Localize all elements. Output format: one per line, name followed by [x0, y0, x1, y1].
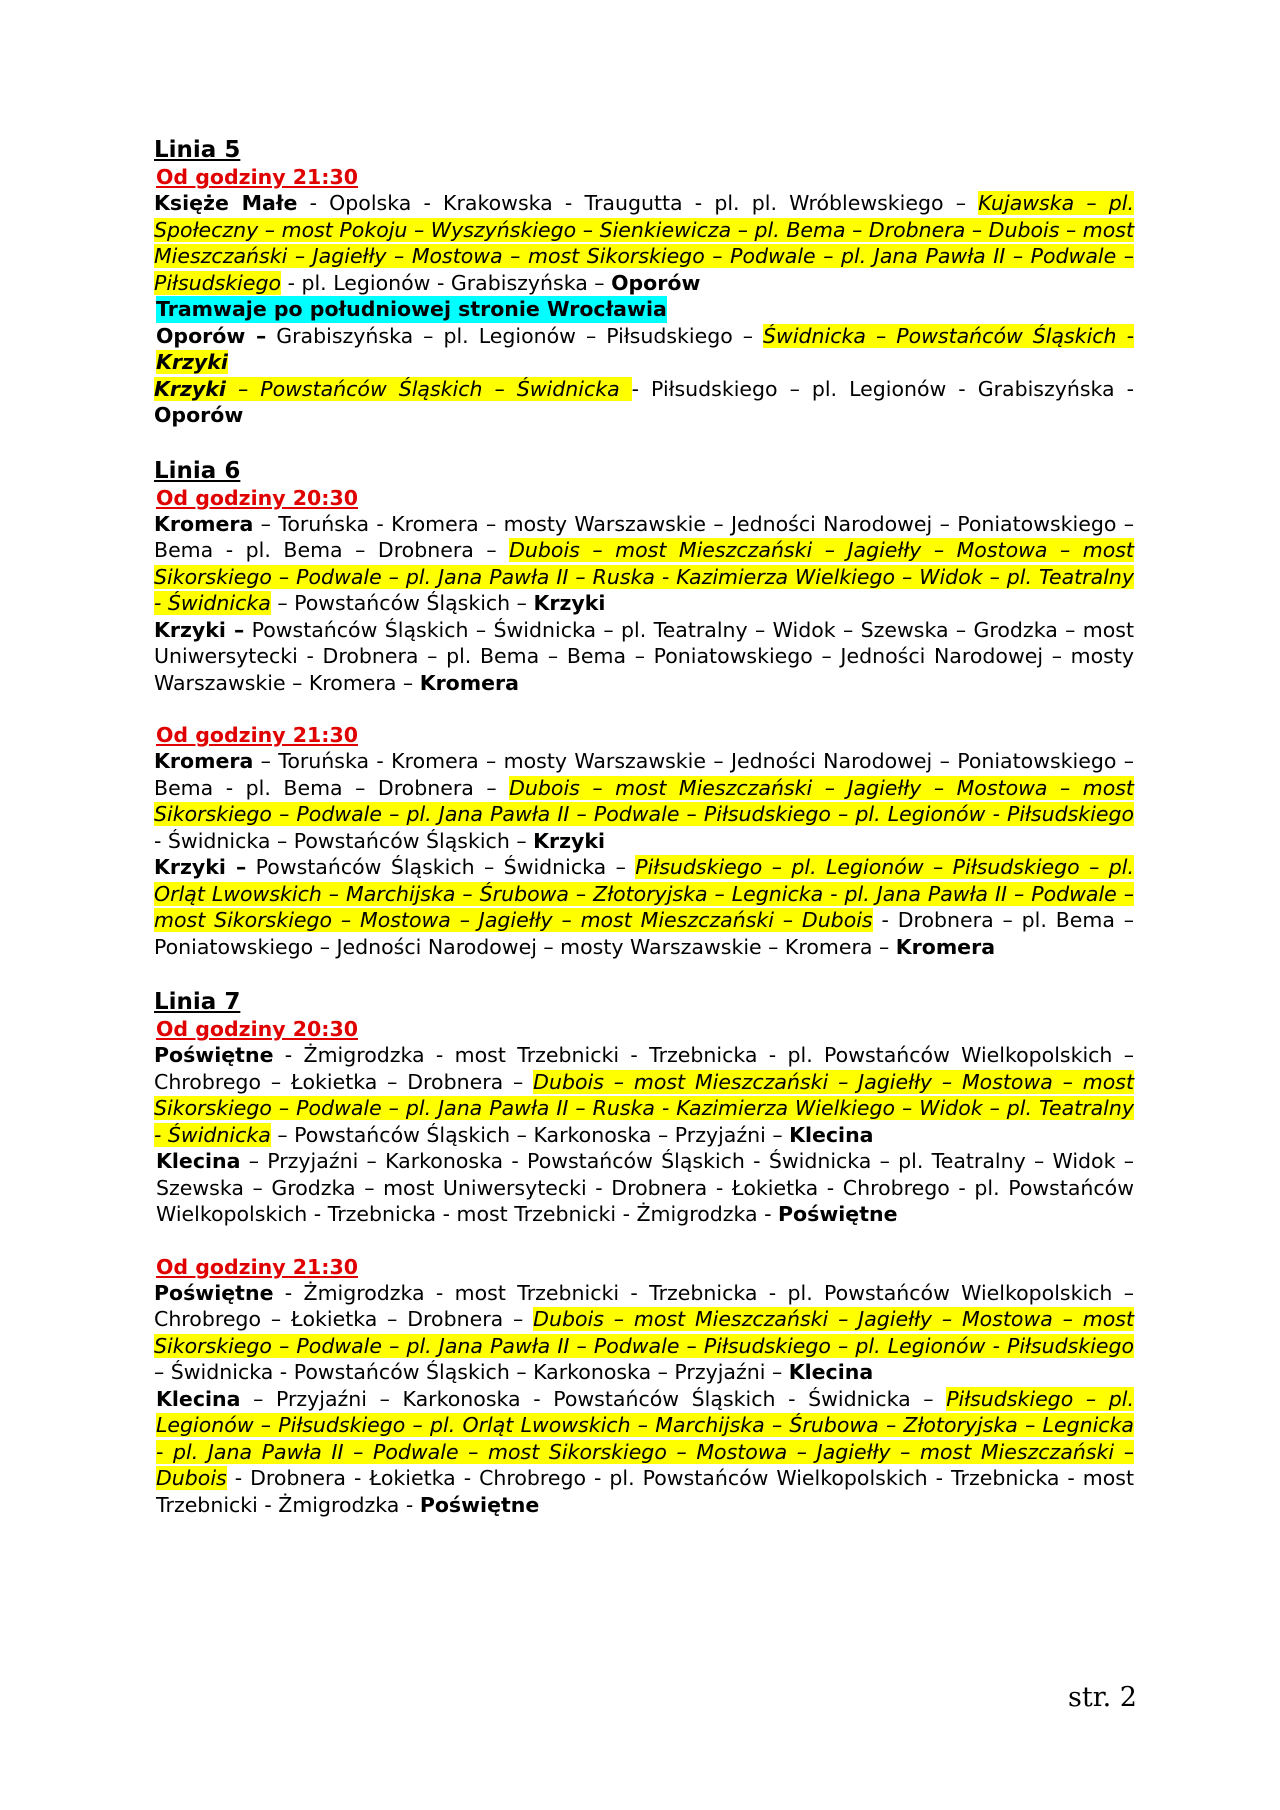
- terminus-stop: Poświętne: [778, 1202, 898, 1226]
- terminus-stop: Kromera: [419, 670, 519, 695]
- terminus-stop: Oporów: [611, 270, 701, 295]
- time-label: Od godziny 20:30: [156, 485, 358, 510]
- highlighted-route-segment: Dubois – most Mieszczański – Jagiełły – Mostowa – most Sikorskiego – Podwale – pl. Jana Pawła II – Podwale – Piłsudskiego – pl. Legionów - Piłsudskiego: [154, 1307, 1134, 1358]
- route-description: [154, 748, 1134, 854]
- time-label: Od godziny 21:30: [156, 723, 358, 747]
- route-description: [154, 617, 1134, 697]
- terminus-stop: Klecina: [789, 1122, 874, 1147]
- terminus-stop: Poświętne: [154, 1043, 274, 1067]
- terminus-stop: Poświętne: [154, 1280, 274, 1305]
- route-segment: – Przyjaźni – Karkonoska - Powstańców Śląskich - Świdnicka –: [240, 1386, 947, 1411]
- line-title: Linia 5: [154, 137, 241, 163]
- terminus-stop: Kromera: [154, 511, 254, 536]
- route-segment: Powstańców Śląskich – Świdnicka –: [246, 855, 636, 879]
- highlighted-route-segment: Świdnicka – Powstańców Śląskich -: [763, 323, 1134, 348]
- route-segment: - Żmigrodzka - most Trzebnicki - Trzebnicka - pl. Powstańców Wielkopolskich – Chrobrego – Łokietka – Drobnera –: [154, 1043, 1134, 1094]
- route-segment: - Piłsudskiego – pl. Legionów - Grabiszyńska -: [631, 376, 1134, 401]
- route-segment: – Powstańców Śląskich – Karkonoska – Przyjaźni –: [270, 1122, 790, 1147]
- terminus-stop: Księże Małe: [154, 191, 298, 215]
- document-content: [154, 136, 1134, 1518]
- highlighted-route-segment: – Powstańców Śląskich – Świdnicka: [225, 376, 632, 401]
- route-segment: Grabiszyńska – pl. Legionów – Piłsudskiego –: [266, 323, 764, 348]
- highlighted-route-segment: Dubois – most Mieszczański – Jagiełły – Mostowa – most Sikorskiego – Podwale – pl. Jana Pawła II – Ruska - Kazimierza Wielkiego – Widok – pl. Teatralny - Świdnicka: [154, 1069, 1134, 1147]
- subsection-spacer: [154, 1228, 1134, 1254]
- route-description: [154, 323, 1134, 376]
- terminus-stop: Klecina: [156, 1386, 241, 1411]
- route-segment: – Przyjaźni – Karkonoska - Powstańców Śląskich - Świdnicka – pl. Teatralny – Widok – Szewska – Grodzka – most Uniwersytecki - Drobnera - Łokietka - Chrobrego - pl. Powstańców Wielkopolskich - Trzebnicka - most Trzebnicki - Żmigrodzka -: [156, 1149, 1134, 1226]
- highlighted-terminus-stop: Krzyki: [154, 376, 226, 401]
- route-description: [154, 1386, 1134, 1519]
- highlighted-route-segment: Dubois – most Mieszczański – Jagiełły – Mostowa – most Sikorskiego – Podwale – pl. Jana Pawła II – Podwale – Piłsudskiego – pl. Legionów - Piłsudskiego: [154, 775, 1134, 826]
- route-description: [154, 190, 1134, 296]
- route-description: [154, 854, 1134, 960]
- terminus-stop: Klecina: [788, 1360, 874, 1384]
- route-description: [154, 1148, 1134, 1228]
- route-segment: – Powstańców Śląskich –: [270, 591, 534, 615]
- route-segment: - Świdnicka – Powstańców Śląskich –: [154, 828, 534, 853]
- route-description: [154, 511, 1134, 617]
- time-label: Od godziny 21:30: [156, 165, 358, 189]
- highlighted-terminus-stop: Krzyki: [156, 350, 228, 374]
- terminus-stop: Krzyki –: [154, 855, 247, 879]
- route-segment: - pl. Legionów - Grabiszyńska –: [281, 270, 612, 295]
- route-segment: – Toruńska - Kromera – mosty Warszawskie – Jedności Narodowej – Poniatowskiego – Bema - pl. Bema – Drobnera –: [154, 749, 1134, 800]
- route-segment: – Toruńska - Kromera – mosty Warszawskie – Jedności Narodowej – Poniatowskiego – Bema - pl. Bema – Drobnera –: [154, 511, 1134, 562]
- route-description: [154, 1280, 1134, 1386]
- route-segment: - Drobnera - Łokietka - Chrobrego - pl. Powstańców Wielkopolskich - Trzebnicka - most Trzebnicki - Żmigrodzka -: [156, 1466, 1134, 1517]
- section-note: Tramwaje po południowej stronie Wrocławia: [156, 297, 667, 321]
- route-description: [154, 376, 1134, 429]
- terminus-stop: Klecina: [156, 1149, 241, 1173]
- time-label: Od godziny 21:30: [156, 1254, 358, 1279]
- page-number: str. 2: [1068, 1682, 1137, 1713]
- terminus-stop: Oporów: [154, 403, 244, 427]
- terminus-stop: Krzyki: [533, 828, 606, 853]
- terminus-stop: Krzyki –: [154, 617, 245, 642]
- section-note-row: [154, 296, 1134, 323]
- terminus-stop: Kromera: [895, 934, 996, 959]
- terminus-stop: Poświętne: [419, 1492, 540, 1517]
- highlighted-route-segment: Piłsudskiego – pl. Legionów – Piłsudskiego – pl. Orląt Lwowskich – Marchijska – Śrubowa – Złotoryjska – Legnicka - pl. Jana Pawła II – Podwale – most Sikorskiego – Mostowa – Jagiełły – most Mieszczański – Dubois: [156, 1386, 1134, 1490]
- highlighted-route-segment: Piłsudskiego – pl. Legionów – Piłsudskiego – pl. Orląt Lwowskich – Marchijska – Śrubowa – Złotoryjska – Legnicka - pl. Jana Pawła II – Podwale – most Sikorskiego – Mostowa – Jagiełły – most Mieszczański – Dubois: [154, 855, 1134, 932]
- route-segment: – Świdnicka - Powstańców Śląskich – Karkonoska – Przyjaźni –: [154, 1360, 789, 1384]
- line-title: Linia 7: [154, 989, 241, 1015]
- section-spacer: [154, 960, 1134, 988]
- line-title: Linia 6: [154, 457, 241, 484]
- highlighted-route-segment: Dubois – most Mieszczański – Jagiełły – Mostowa – most Sikorskiego – Podwale – pl. Jana Pawła II – Ruska - Kazimierza Wielkiego – Widok – pl. Teatralny - Świdnicka: [154, 538, 1134, 615]
- route-description: [154, 1042, 1134, 1148]
- terminus-stop: Kromera: [154, 749, 254, 773]
- route-segment: - Drobnera – pl. Bema – Poniatowskiego – Jedności Narodowej – mosty Warszawskie – Kromera –: [154, 908, 1135, 959]
- highlighted-route-segment: Kujawska – pl. Społeczny – most Pokoju – Wyszyńskiego – Sienkiewicza – pl. Bema – Drobnera – Dubois – most Mieszczański – Jagiełły – Mostowa – most Sikorskiego – Podwale – pl. Jana Pawła II – Podwale – Piłsudskiego: [154, 191, 1134, 295]
- terminus-stop: Krzyki: [533, 591, 606, 615]
- route-segment: Powstańców Śląskich – Świdnicka – pl. Teatralny – Widok – Szewska – Grodzka – most Uniwersytecki - Drobnera – pl. Bema – Bema – Poniatowskiego – Jedności Narodowej – mosty Warszawskie – Kromera –: [154, 617, 1134, 695]
- terminus-stop: Oporów –: [156, 323, 267, 348]
- subsection-spacer: [154, 696, 1134, 722]
- time-label: Od godziny 20:30: [156, 1017, 358, 1041]
- route-segment: - Opolska - Krakowska - Traugutta - pl. pl. Wróblewskiego –: [297, 191, 979, 215]
- route-segment: - Żmigrodzka - most Trzebnicki - Trzebnicka - pl. Powstańców Wielkopolskich – Chrobrego – Łokietka – Drobnera –: [154, 1280, 1134, 1331]
- section-spacer: [154, 429, 1134, 457]
